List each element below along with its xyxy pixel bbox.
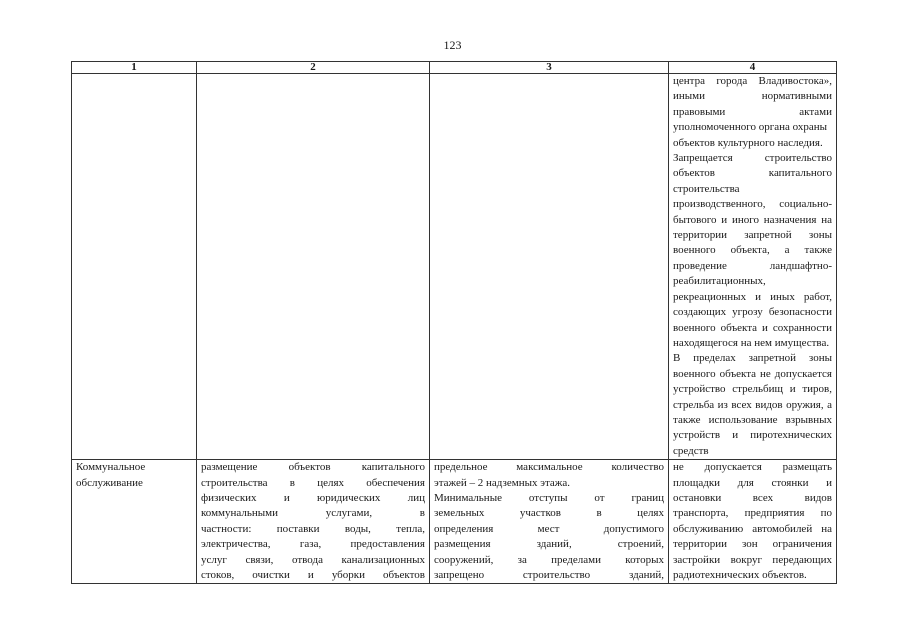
row1-col3-cell bbox=[430, 74, 669, 460]
cell-text-line: устройств и пиротехнических bbox=[673, 429, 832, 442]
cell-text-line: этажей – 2 надземных этажа. bbox=[434, 476, 571, 489]
cell-text-line: предельное максимальное количество bbox=[434, 461, 664, 474]
cell-text-line: коммунальными услугами, в bbox=[201, 507, 425, 520]
row1-col4-cell bbox=[669, 74, 837, 460]
cell-text-line: земельных участков в целях bbox=[434, 507, 664, 520]
cell-text-line: объектов культурного наследия. bbox=[673, 136, 823, 149]
row1-col1-cell bbox=[72, 74, 197, 460]
row2-col2-cell bbox=[197, 460, 430, 584]
cell-text-line: частности: поставки воды, тепла, bbox=[201, 522, 425, 535]
cell-text-line: производственного, социально- bbox=[673, 198, 832, 211]
cell-text-line: определения мест допустимого bbox=[434, 522, 664, 535]
cell-text-line: остановки всех видов bbox=[673, 491, 832, 504]
cell-text-line: площадки для стоянки и bbox=[673, 476, 832, 489]
table-row bbox=[72, 460, 837, 584]
header-col-2: 2 bbox=[197, 62, 430, 74]
use-type-line: обслуживание bbox=[76, 476, 143, 489]
cell-text-line: Минимальные отступы от границ bbox=[434, 491, 664, 504]
cell-text-line: обслуживанию автомобилей на bbox=[673, 522, 832, 535]
cell-text-line: средств bbox=[673, 444, 709, 457]
cell-text-line: электричества, газа, предоставления bbox=[201, 538, 425, 551]
cell-text-line: радиотехнических объектов. bbox=[673, 569, 807, 581]
cell-text-line: бытового и иного назначения на bbox=[673, 213, 832, 226]
cell-text-line: рекреационных и иных работ, bbox=[673, 290, 832, 303]
cell-text-line: иными нормативными bbox=[673, 90, 832, 103]
cell-text-line: строительства в целях обеспечения bbox=[201, 476, 425, 489]
cell-text-line: застройки вокруг передающих bbox=[673, 553, 832, 566]
table-row bbox=[72, 74, 837, 460]
cell-text-line: строительства bbox=[673, 182, 740, 195]
cell-text-line: уполномоченного органа охраны bbox=[673, 121, 828, 134]
regulations-table bbox=[71, 61, 837, 584]
row2-col3-cell bbox=[430, 460, 669, 584]
cell-text-line: территории запретной зоны bbox=[673, 229, 832, 242]
cell-text-line: сооружений, за пределами которых bbox=[434, 553, 664, 566]
row1-col2-cell bbox=[197, 74, 430, 460]
cell-text-line: стоков, очистки и уборки объектов bbox=[201, 569, 425, 581]
cell-text-line: размещения зданий, строений, bbox=[434, 538, 664, 551]
cell-text-line: услуг связи, отвода канализационных bbox=[201, 553, 425, 566]
cell-text-line: проведение ландшафтно- bbox=[673, 259, 832, 272]
page-number: 123 bbox=[443, 38, 462, 52]
cell-text-line: В пределах запретной зоны bbox=[673, 352, 832, 365]
row2-col4-cell bbox=[669, 460, 837, 584]
cell-text-line: транспорта, предприятия по bbox=[673, 507, 832, 520]
cell-text-line: стрельба из всех видов оружия, а bbox=[673, 398, 832, 411]
cell-text-line: военного объекта не допускается bbox=[673, 367, 832, 380]
header-col-4: 4 bbox=[669, 62, 837, 74]
cell-text-line: запрещено строительство зданий, bbox=[434, 569, 664, 581]
cell-text-line: Запрещается строительство bbox=[673, 152, 832, 165]
header-col-1: 1 bbox=[72, 62, 197, 74]
header-col-3: 3 bbox=[430, 62, 669, 74]
cell-text-line: размещение объектов капитального bbox=[201, 461, 425, 474]
cell-text-line: реабилитационных, bbox=[673, 275, 766, 288]
cell-text-line: территории зон ограничения bbox=[673, 538, 832, 551]
cell-text-line: объектов капитального bbox=[673, 167, 832, 180]
cell-text-line: физических и юридических лиц bbox=[201, 491, 425, 504]
header-row bbox=[72, 62, 837, 74]
cell-text-line: центра города Владивостока», bbox=[673, 75, 832, 87]
cell-text-line: также использование взрывных bbox=[673, 413, 832, 426]
use-type-line: Коммунальное bbox=[76, 461, 146, 474]
row2-col1-cell bbox=[72, 460, 197, 584]
cell-text-line: правовыми актами bbox=[673, 105, 832, 118]
cell-text-line: создающих угрозу безопасности bbox=[673, 306, 832, 319]
cell-text-line: военного объекта и сохранности bbox=[673, 321, 832, 334]
cell-text-line: находящегося на нем имущества. bbox=[673, 336, 830, 349]
cell-text-line: военного объекта, а также bbox=[673, 244, 832, 257]
cell-text-line: устройство стрельбищ и тиров, bbox=[673, 383, 832, 396]
cell-text-line: не допускается размещать bbox=[673, 461, 832, 474]
